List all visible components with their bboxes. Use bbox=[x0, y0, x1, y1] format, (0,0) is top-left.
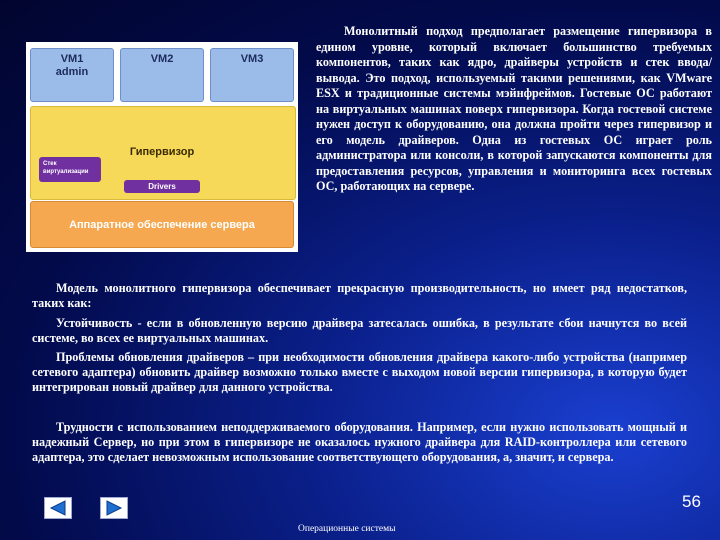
prev-slide-button[interactable] bbox=[44, 497, 72, 519]
virtualization-stack-box: Стек виртуализации bbox=[39, 157, 101, 182]
vm1-box bbox=[30, 48, 114, 102]
monolithic-description: Монолитный подход предполагает размещение гипервизора в едином уровне, который включает большинство требуемых компонентов, таких как ядро, драйверы устройств и стек ввода/вывода. Это подход, используемый такими решениями, как VMware ESX и традиционные системы мэйнфреймов. Гостевые ОС работают на виртуальных машинах поверх гипервизора. Когда гостевой системе нужен доступ к оборудованию, она должна пройти через гипервизор и его модель драйверов. Одна из гостевых ОС играет роль администратора или консоли, в которой запускаются компоненты для предоставления ресурсов, управления и мониторинга всех гостевых ОС, работающих на сервере. bbox=[316, 24, 712, 193]
paragraph-unsupported-hardware: Трудности с использованием неподдерживаемого оборудования. Например, если нужно использовать мощный и надежный Сервер, но при этом в гипервизоре не оказалось нужного драйвера для RAID-контроллера или сетевого адаптера, это сделает невозможным использование соответствующего оборудования, а, значит, и сервера. bbox=[32, 420, 687, 464]
vm3-box bbox=[210, 48, 294, 102]
page-number: 56 bbox=[682, 492, 701, 511]
paragraph-stability: Устойчивость - если в обновленную версию драйвера затесалась ошибка, в результате сбои начнутся во всей системе, во всех ее виртуальных машинах. bbox=[32, 316, 687, 345]
footer-course-title: Операционные системы bbox=[298, 524, 396, 534]
paragraph-driver-updates: Проблемы обновления драйверов – при необходимости обновления драйвера какого-либо устройства (например сетевого адаптера) обновить драйвер возможно только вместе с выходом новой версии гипервизора, в которую будет интегрирован новый драйвер для данного устройства. bbox=[32, 350, 687, 394]
vm2-box bbox=[120, 48, 204, 102]
vm1-sublabel: admin bbox=[55, 66, 89, 78]
paragraph-drawbacks-intro: Модель монолитного гипервизора обеспечивает прекрасную производительность, но имеет ряд недостатков, таких как: bbox=[32, 281, 687, 310]
triangle-right-icon bbox=[101, 498, 127, 518]
next-slide-button[interactable] bbox=[100, 497, 128, 519]
drivers-box: Drivers bbox=[124, 180, 200, 193]
vm3-label: VM3 bbox=[240, 53, 264, 65]
hypervisor-label: Гипервизор bbox=[129, 146, 195, 158]
hypervisor-diagram bbox=[26, 42, 298, 252]
hardware-block: Аппаратное обеспечение сервера bbox=[30, 201, 294, 248]
vm2-label: VM2 bbox=[150, 53, 174, 65]
vm1-label: VM1 bbox=[60, 53, 84, 65]
triangle-left-icon bbox=[45, 498, 71, 518]
